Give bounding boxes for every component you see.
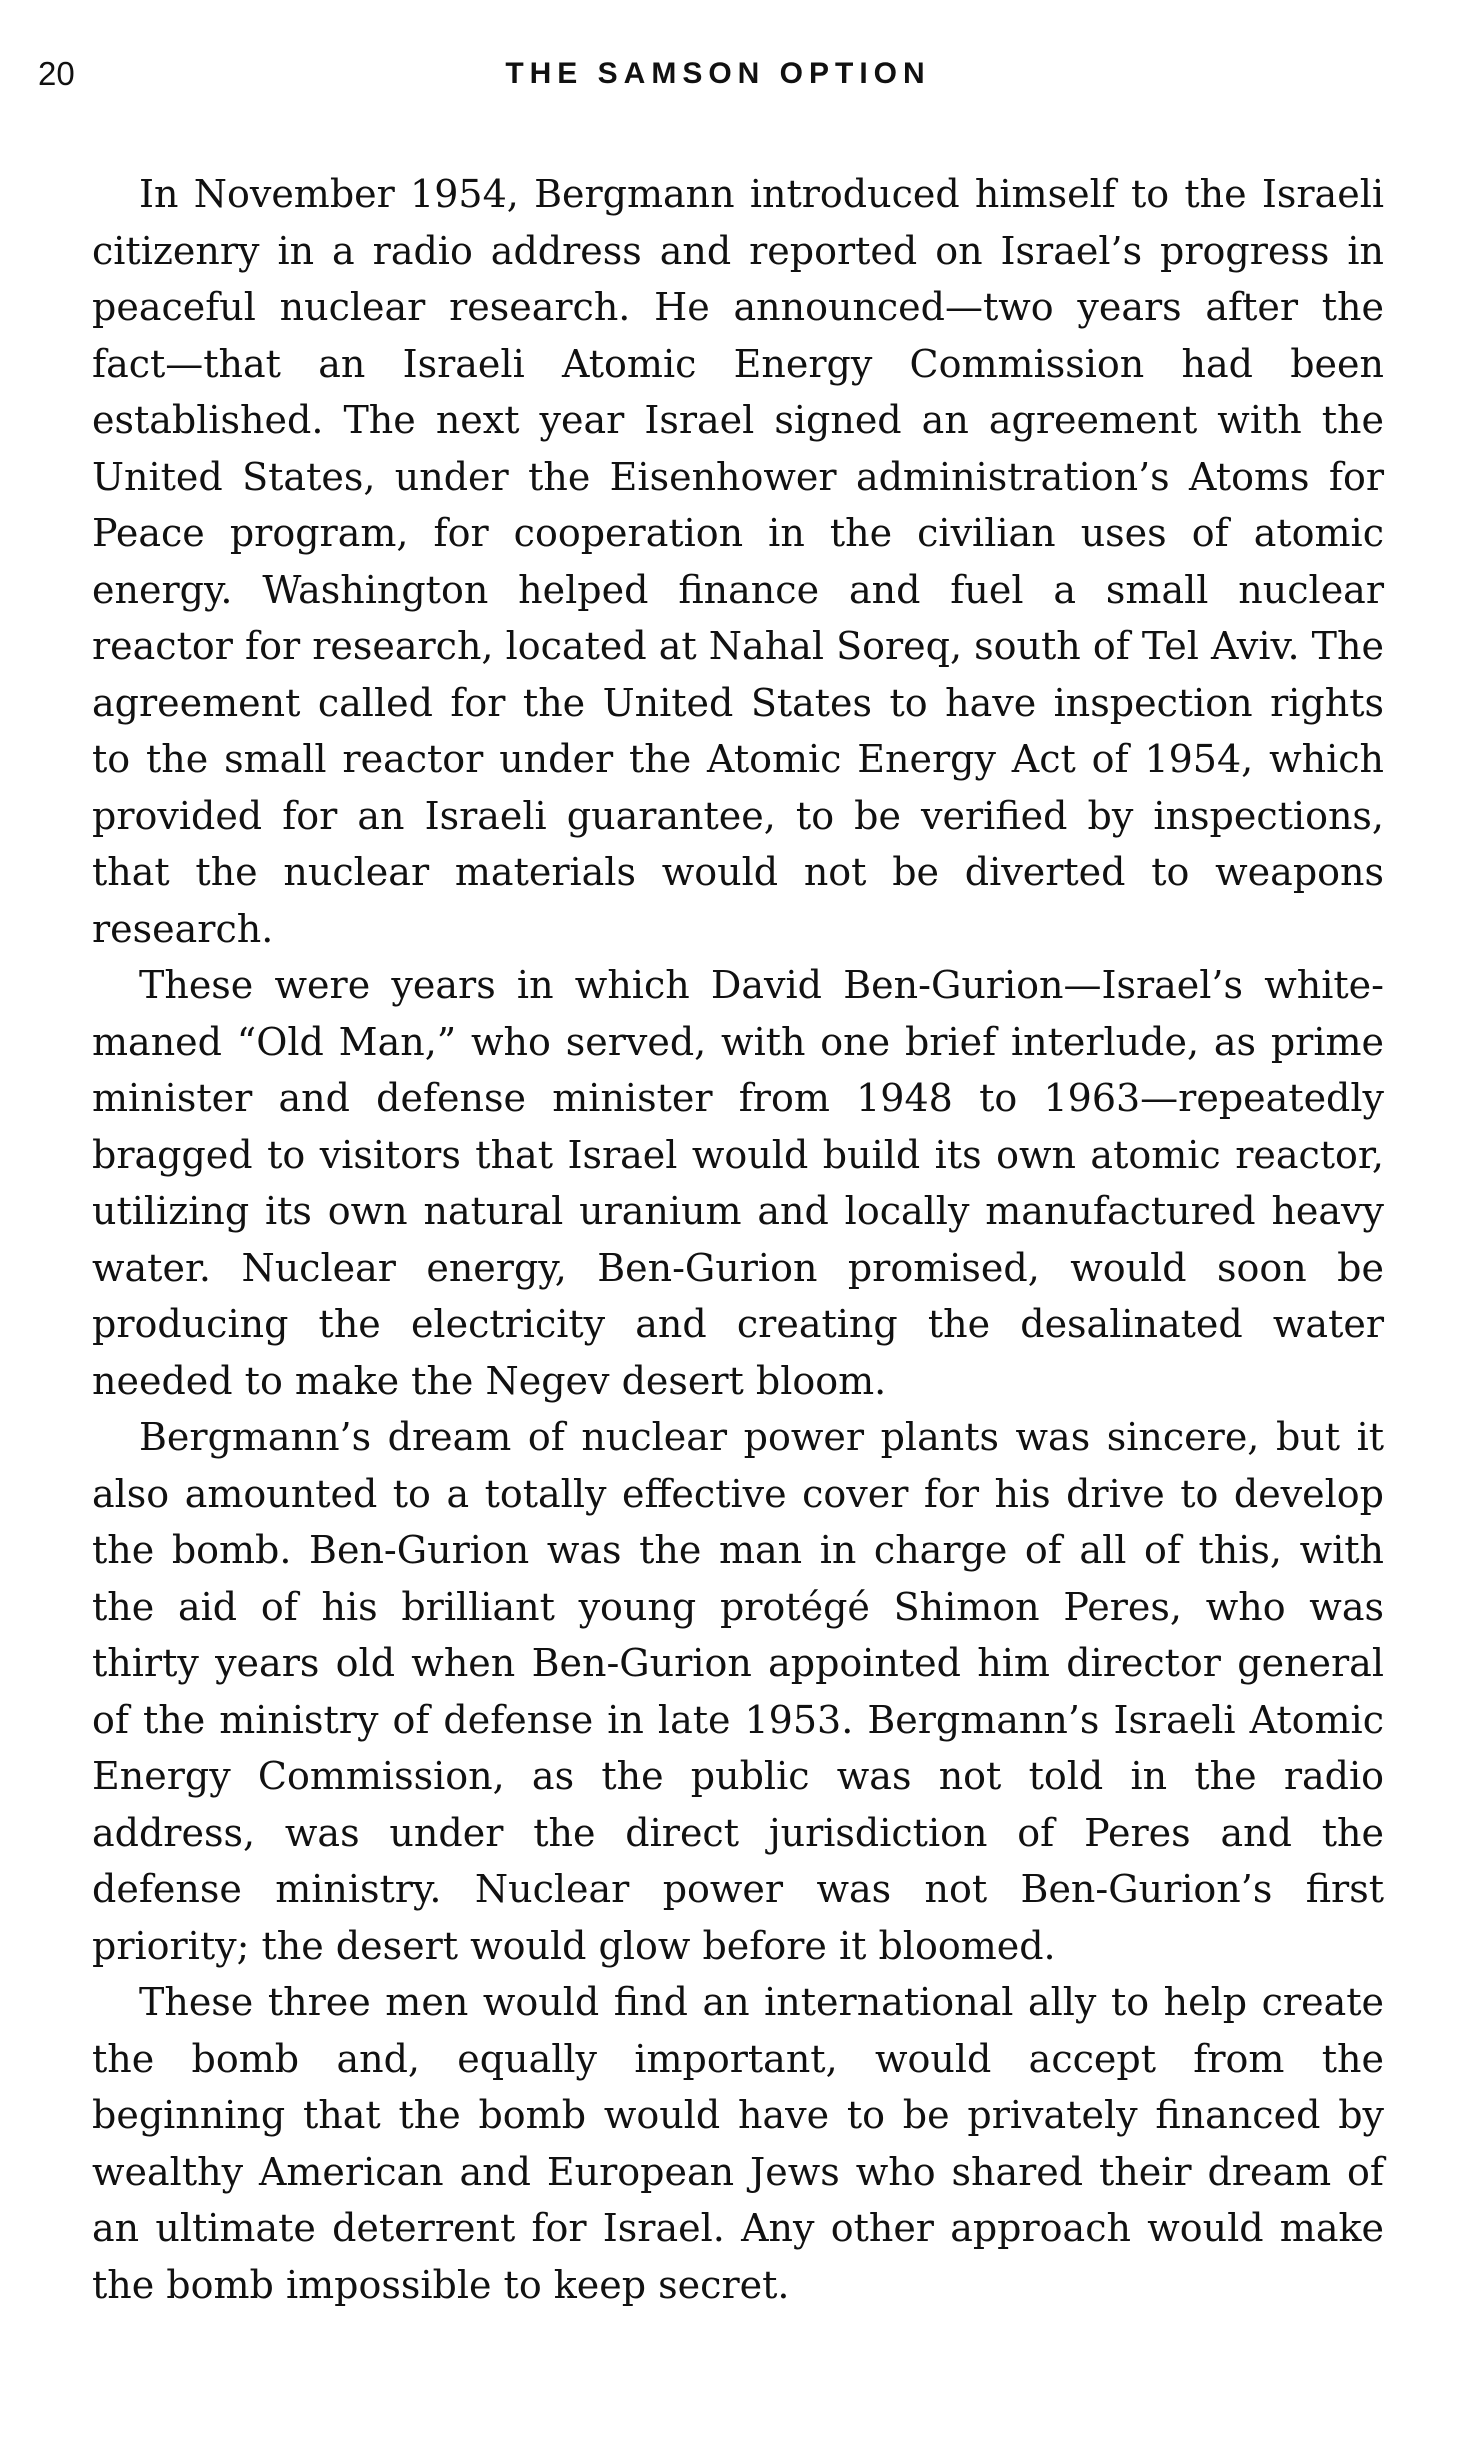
paragraph: These three men would find an international ally to help create the bomb and, equally important, would accept from the beginning that the bomb would have to be privately financed by wealthy American and European Jews who shared their dream of an ultimate deterrent for Israel. Any other approach would make the bomb impossible to keep secret. (92, 1980, 1384, 2307)
paragraph: These were years in which David Ben-Gurion—Israel’s white-maned “Old Man,” who served, with one brief interlude, as prime minister and defense minister from 1948 to 1963—repeatedly bragged to visitors that Israel would build its own atomic reactor, utilizing its own natural uranium and locally manufactured heavy water. Nuclear energy, Ben-Gurion promised, would soon be producing the electricity and creating the desalinated water needed to make the Negev desert bloom. (92, 963, 1384, 1403)
body-text (92, 166, 1384, 2313)
running-head: THE SAMSON OPTION (505, 57, 931, 90)
paragraph: In November 1954, Bergmann introduced himself to the Israeli citizenry in a radio address and reported on Israel’s progress in peaceful nuclear research. He announced—two years after the fact—that an Israeli Atomic Energy Commission had been established. The next year Israel signed an agreement with the United States, under the Eisenhower administration’s Atoms for Peace program, for cooperation in the civilian uses of atomic energy. Washington helped finance and fuel a small nuclear reactor for research, located at Nahal Soreq, south of Tel Aviv. The agreement called for the United States to have inspection rights to the small reactor under the Atomic Energy Act of 1954, which provided for an Israeli guarantee, to be verified by inspections, that the nuclear materials would not be diverted to weapons research. (92, 172, 1384, 951)
page-header (38, 50, 1398, 98)
page-number: 20 (38, 55, 75, 92)
paragraph: Bergmann’s dream of nuclear power plants was sincere, but it also amounted to a totally effective cover for his drive to develop the bomb. Ben-Gurion was the man in charge of all of this, with the aid of his brilliant young protégé Shimon Peres, who was thirty years old when Ben-Gurion appointed him director general of the ministry of defense in late 1953. Bergmann’s Israeli Atomic Energy Commission, as the public was not told in the radio address, was under the direct jurisdiction of Peres and the defense ministry. Nuclear power was not Ben-Gurion’s first priority; the desert would glow before it bloomed. (92, 1415, 1384, 1968)
